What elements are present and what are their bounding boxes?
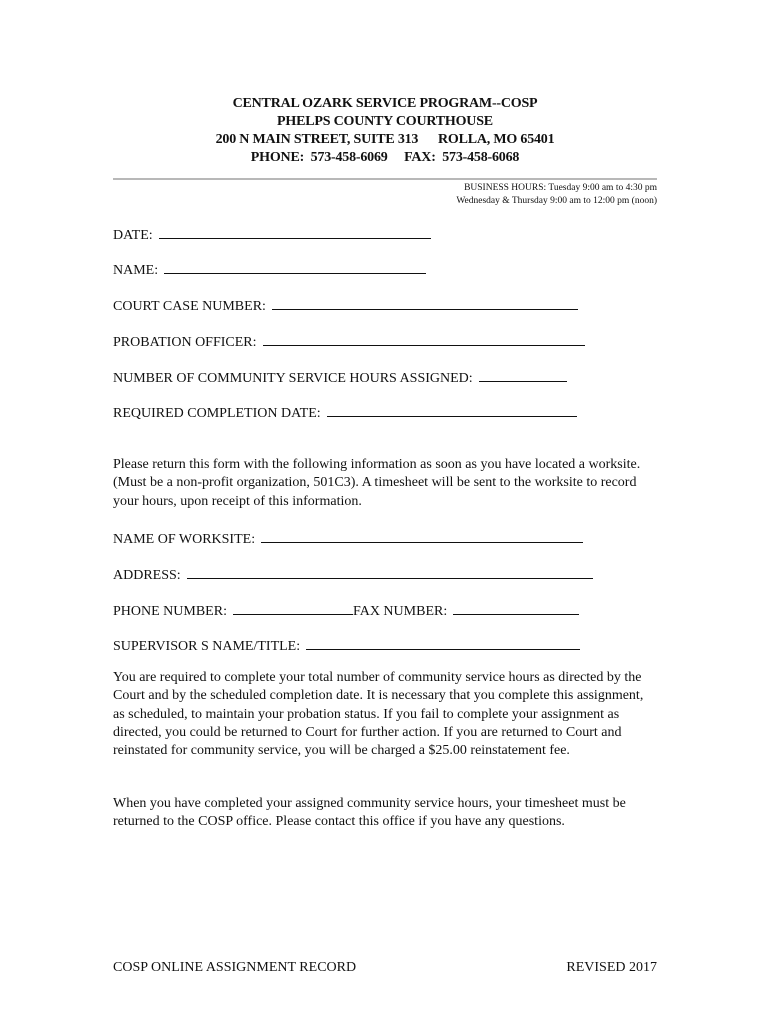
hours-assigned-field (113, 367, 567, 388)
address-field (113, 564, 593, 585)
date-blank[interactable] (159, 224, 431, 239)
program-name: CENTRAL OZARK SERVICE PROGRAM--COSP (232, 96, 538, 111)
date-label: DATE: (113, 228, 153, 243)
business-hours-line-1: BUSINESS HOURS: Tuesday 9:00 am to 4:30 pm (464, 183, 657, 193)
name-field (113, 259, 426, 280)
court-case-field (113, 295, 578, 316)
courthouse-name: PHELPS COUNTY COURTHOUSE (277, 114, 493, 129)
office-phone-fax: PHONE: 573-458-6069 FAX: 573-458-6068 (250, 150, 520, 165)
supervisor-field (113, 635, 580, 656)
completion-date-field (113, 402, 577, 423)
completion-date-label: REQUIRED COMPLETION DATE: (113, 406, 321, 421)
date-field (113, 224, 431, 245)
fax-blank[interactable] (453, 600, 579, 615)
probation-officer-label: PROBATION OFFICER: (113, 335, 257, 350)
name-blank[interactable] (164, 259, 426, 274)
header-divider (113, 178, 657, 180)
supervisor-label: SUPERVISOR S NAME/TITLE: (113, 639, 301, 654)
letterhead (0, 95, 770, 167)
probation-officer-field (113, 331, 585, 352)
return-form-paragraph: Please return this form with the following information as soon as you have located a worksite. (Must be a non-profit organization, 501C3). A timesheet will be sent to the worksite to record your hours, upon receipt of this information. (113, 457, 641, 509)
business-hours (456, 182, 657, 208)
hours-assigned-label: NUMBER OF COMMUNITY SERVICE HOURS ASSIGNED: (113, 371, 473, 386)
completion-paragraph: When you have completed your assigned community service hours, your timesheet must be returned to the COSP office. Please contact this office if you have any questions. (113, 796, 626, 830)
fax-label: FAX NUMBER: (352, 604, 448, 619)
phone-blank[interactable] (233, 600, 353, 615)
requirement-paragraph: You are required to complete your total number of community service hours as directed by the Court and by the scheduled completion date. It is necessary that you complete this assignment, as scheduled, to maintain your probation status. If you fail to complete your assignment as directed, you could be returned to Court for further action. If you are returned to Court and reinstated for community service, you will be charged a $25.00 reinstatement fee. (113, 670, 644, 759)
name-label: NAME: (113, 263, 159, 278)
court-case-label: COURT CASE NUMBER: (113, 299, 266, 314)
court-case-blank[interactable] (272, 295, 578, 310)
phone-label: PHONE NUMBER: (113, 604, 227, 619)
worksite-field (113, 528, 583, 549)
phone-fax-field (113, 600, 579, 621)
address-blank[interactable] (187, 564, 593, 579)
completion-date-blank[interactable] (327, 402, 577, 417)
business-hours-line-2: Wednesday & Thursday 9:00 am to 12:00 pm (noon) (456, 196, 657, 206)
worksite-label: NAME OF WORKSITE: (113, 532, 256, 547)
probation-officer-blank[interactable] (263, 331, 585, 346)
footer-revision: REVISED 2017 (566, 960, 657, 975)
office-address: 200 N MAIN STREET, SUITE 313 ROLLA, MO 65401 (215, 132, 555, 147)
address-label: ADDRESS: (113, 568, 181, 583)
worksite-blank[interactable] (261, 528, 583, 543)
hours-assigned-blank[interactable] (479, 367, 567, 382)
supervisor-blank[interactable] (306, 635, 580, 650)
footer-form-title: COSP ONLINE ASSIGNMENT RECORD (113, 960, 357, 975)
